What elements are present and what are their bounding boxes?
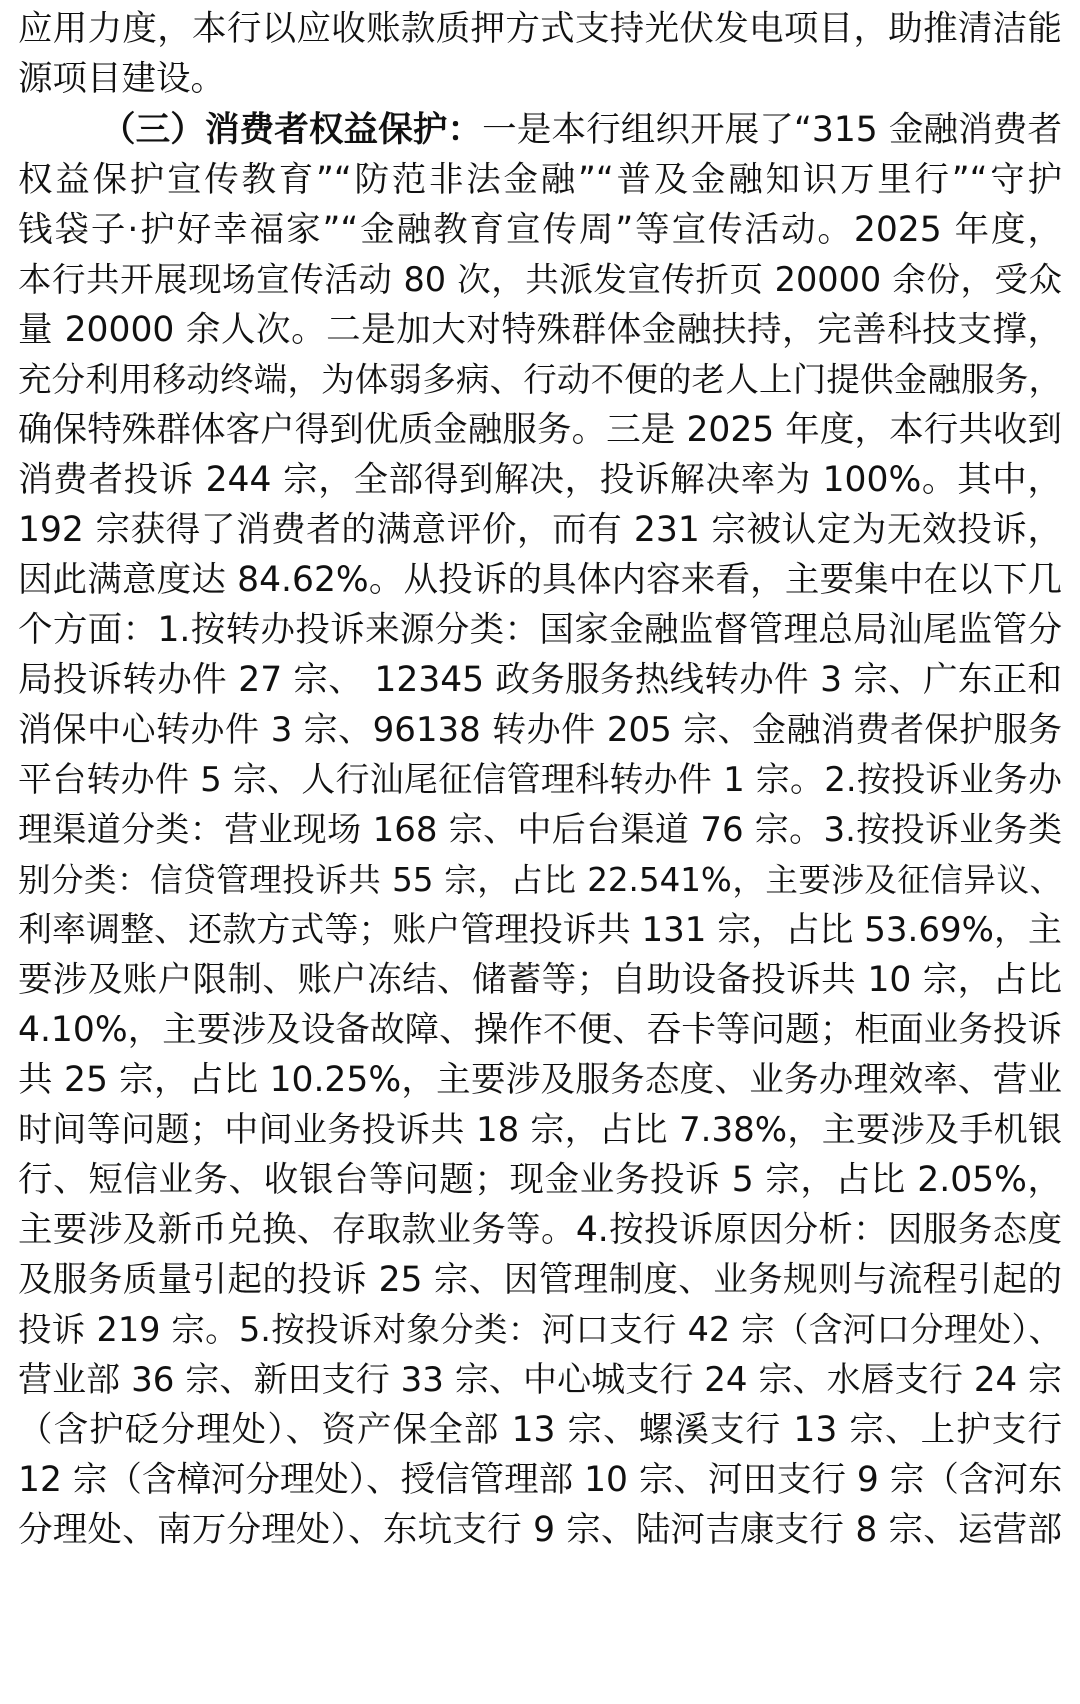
text-line-11: 192 宗获得了消费者的满意评价，而有 231 宗被认定为无效投诉，: [18, 510, 1062, 550]
text-line-29: （含护砭分理处）、资产保全部 13 宗、螺溪支行 13 宗、上护支行: [18, 1410, 1062, 1450]
text-line-20: 要涉及账户限制、账户冻结、储蓄等；自助设备投诉共 10 宗，占比: [18, 960, 1062, 1000]
text-line-7: 量 20000 余人次。二是加大对特殊群体金融扶持，完善科技支撑，: [18, 310, 1062, 350]
text-line-30: 12 宗（含樟河分理处）、授信管理部 10 宗、河田支行 9 宗（含河东: [18, 1460, 1063, 1500]
text-line-31: 分理处、南万分理处）、东坑支行 9 宗、陆河吉康支行 8 宗、运营部: [18, 1510, 1062, 1550]
text-line-25: 主要涉及新币兑换、存取款业务等。4.按投诉原因分析：因服务态度: [18, 1210, 1062, 1250]
text-line-4: 权益保护宣传教育”“防范非法金融”“普及金融知识万里行”“守护: [18, 160, 1062, 200]
text-line-26: 及服务质量引起的投诉 25 宗、因管理制度、业务规则与流程引起的: [18, 1260, 1062, 1300]
text-line-14: 局投诉转办件 27 宗、 12345 政务服务热线转办件 3 宗、广东正和: [18, 660, 1062, 700]
text-line-17: 理渠道分类：营业现场 168 宗、中后台渠道 76 宗。3.按投诉业务类: [18, 810, 1062, 850]
text-line-21: 4.10%，主要涉及设备故障、操作不便、吞卡等问题；柜面业务投诉: [18, 1010, 1062, 1050]
text-line-8: 充分利用移动终端，为体弱多病、行动不便的老人上门提供金融服务，: [18, 360, 1062, 399]
text-line-24: 行、短信业务、收银台等问题；现金业务投诉 5 宗，占比 2.05%，: [18, 1160, 1062, 1200]
section-heading: （三）消费者权益保护：: [101, 110, 483, 150]
text-line-6: 本行共开展现场宣传活动 80 次，共派发宣传折页 20000 余份，受众: [18, 260, 1062, 299]
text-line-15: 消保中心转办件 3 宗、96138 转办件 205 宗、金融消费者保护服务: [18, 710, 1062, 750]
text-line-28: 营业部 36 宗、新田支行 33 宗、中心城支行 24 宗、水唇支行 24 宗: [18, 1360, 1062, 1400]
text-line-10: 消费者投诉 244 宗，全部得到解决，投诉解决率为 100%。其中，: [18, 460, 1062, 500]
text-line-5: 钱袋子·护好幸福家”“金融教育宣传周”等宣传活动。2025 年度，: [18, 210, 1062, 250]
text-line-27: 投诉 219 宗。5.按投诉对象分类：河口支行 42 宗（含河口分理处）、: [18, 1310, 1062, 1349]
text-line-18: 别分类：信贷管理投诉共 55 宗，占比 22.541%，主要涉及征信异议、: [18, 861, 1062, 899]
text-line-19: 利率调整、还款方式等；账户管理投诉共 131 宗，占比 53.69%，主: [18, 910, 1062, 950]
text-line-1: 应用力度，本行以应收账款质押方式支持光伏发电项目，助推清洁能: [18, 9, 1062, 49]
text-line-9: 确保特殊群体客户得到优质金融服务。三是 2025 年度，本行共收到: [18, 410, 1062, 450]
text-line-13: 个方面：1.按转办投诉来源分类：国家金融监督管理总局汕尾监管分: [18, 610, 1062, 650]
text-line-23: 时间等问题；中间业务投诉共 18 宗，占比 7.38%，主要涉及手机银: [18, 1110, 1062, 1150]
text-line-2: 源项目建设。: [18, 59, 225, 99]
section-heading-text: 一是本行组织开展了“315 金融消费者: [482, 110, 1062, 150]
text-line-12: 因此满意度达 84.62%。从投诉的具体内容来看，主要集中在以下几: [18, 560, 1062, 600]
text-line-22: 共 25 宗，占比 10.25%，主要涉及服务态度、业务办理效率、营业: [18, 1060, 1062, 1100]
text-line-16: 平台转办件 5 宗、人行汕尾征信管理科转办件 1 宗。2.按投诉业务办: [18, 760, 1062, 800]
section-heading-line: [101, 103, 1062, 157]
